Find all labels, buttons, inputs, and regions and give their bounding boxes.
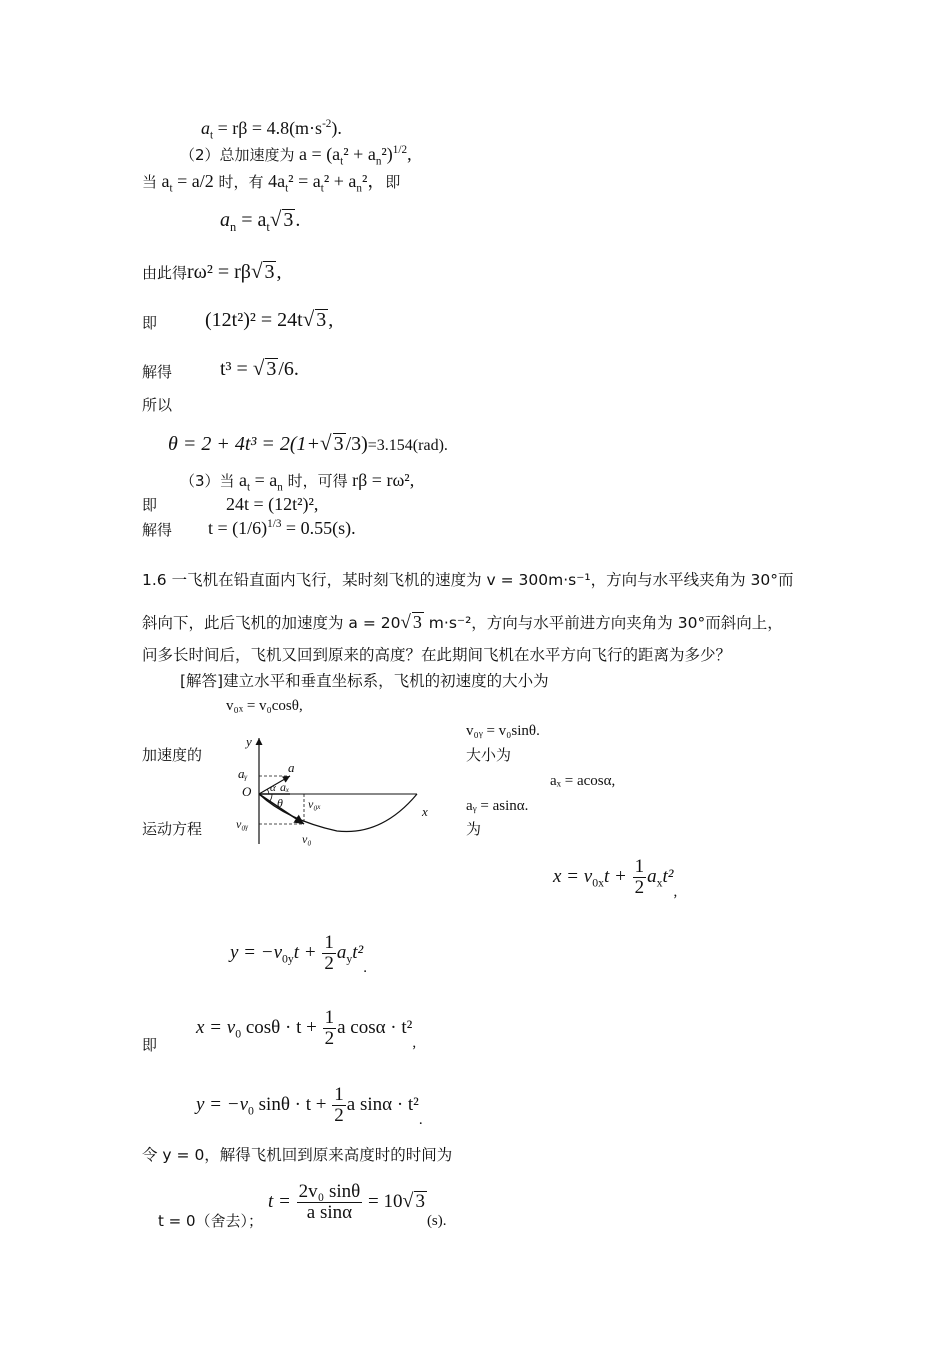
label-t0-discard: t = 0（舍去）； — [158, 1212, 264, 1230]
label-ji-2: 即 — [142, 496, 158, 514]
eq-t-result: $t = (1/6)^{1/3} = 0.55(s)$. — [208, 518, 356, 538]
label-motion-left: 运动方程 — [142, 820, 203, 838]
label-solve-1: 解得 — [142, 363, 173, 381]
eq-ax: aₓ = acosα, — [550, 773, 616, 789]
alpha-arc — [267, 789, 269, 794]
label-motion-right: 为 — [466, 820, 482, 838]
eq-24t: 24t = (12t²)², — [226, 494, 319, 514]
fig-label-y: y — [246, 734, 252, 749]
line-part2-total-acceleration: （2）总加速度为 $a = (a_t^2 + a_n^2)^{1/2}$, — [180, 144, 412, 168]
fig-label-alpha: α — [270, 782, 276, 794]
eq-v0x: v₀ₓ = v₀cosθ, — [226, 698, 303, 714]
fig-label-a: a — [288, 760, 295, 775]
label-accel-right: 大小为 — [466, 746, 512, 764]
line-when-at-half: 当 $a_t = a/2$ 时，有 $4a_t^2 = a_t^2 + a_n^2$，即 — [142, 171, 401, 195]
trajectory-figure — [232, 732, 452, 852]
eq-tangential-acceleration: $a_t = r\beta = 4.8(m\cdot s^{-2})$. — [201, 118, 342, 142]
eq-x-expanded: $x = v_0$ cosθ · t + $\frac{1}{2}$ a $\cos\alpha \cdot t^2_,$ — [196, 1007, 417, 1051]
eq-y-motion: $y = -v_{0y}t$ + $\frac{1}{2}$ $a_yt^2_.$ — [230, 932, 368, 976]
eq-v0y: v₀ᵧ = v₀sinθ. — [466, 723, 540, 739]
label-solve-2: 解得 — [142, 521, 173, 539]
label-suoyi: 所以 — [142, 396, 173, 414]
problem-line-3: 问多长时间后，飞机又回到原来的高度？在此期间飞机在水平方向飞行的距离为多少？ — [142, 646, 732, 664]
problem-line-2: 斜向下，此后飞机的加速度为 a = 20√ 3 m·s⁻²，方向与水平前进方向夹角为 30°而斜向上， — [142, 612, 783, 633]
answer-intro: [解答]建立水平和垂直坐标系，飞机的初速度的大小为 — [180, 672, 549, 690]
fig-label-v0x: v₀ₓ — [308, 797, 321, 811]
fig-label-ax: aₓ — [280, 780, 290, 794]
eq-theta: θ = 2 + 4t³ = 2(1+√ 3 /3)=3.154(rad). — [168, 431, 448, 455]
line-part3: （3）当 $a_t = a_n$ 时，可得 rβ = rω², — [180, 470, 415, 494]
theta-arc — [270, 794, 272, 801]
eq-normal-acceleration: $a_n = a_t√$ 3 . — [220, 207, 301, 234]
label-ji-1: 即 — [142, 314, 158, 332]
fig-label-v0: v₀ — [302, 832, 312, 846]
eq-y-expanded: $y = -v_0$ sinθ · t + $\frac{1}{2}$ a $\sin\alpha \cdot t^2_.$ — [196, 1084, 423, 1128]
fig-label-v0y: v₀ᵧ — [236, 817, 249, 831]
line-let-y-zero: 令 y = 0，解得飞机回到原来高度时的时间为 — [142, 1146, 453, 1164]
eq-x-motion: $x = v_{0x}t$ + $\frac{1}{2}$ $a_xt^2_,$ — [553, 856, 678, 900]
fig-label-theta: θ — [277, 796, 283, 810]
eq-12t-squared: (12t²)² = 24t√ 3 , — [205, 307, 334, 331]
eq-t-return: t = $\frac{\text{2v₀ sinθ}}{\text{a sinα}}$ = 10√ $3_{(s).}$ — [268, 1181, 447, 1229]
eq-t-cubed: t³ = √ 3 /6. — [220, 356, 299, 380]
problem-line-1: 1.6 一飞机在铅直面内飞行，某时刻飞机的速度为 v = 300m·s⁻¹，方向与水平线夹角为 30°而 — [142, 571, 794, 589]
fig-label-ay: aᵧ — [238, 766, 248, 781]
eq-ay: aᵧ = asinα. — [466, 798, 529, 814]
label-ji-3: 即 — [142, 1036, 158, 1054]
line-derive: 由此得rω² = rβ√ 3 , — [142, 259, 282, 283]
fig-label-O: O — [242, 784, 252, 799]
fig-label-x: x — [422, 804, 428, 819]
label-accel-left: 加速度的 — [142, 746, 203, 764]
